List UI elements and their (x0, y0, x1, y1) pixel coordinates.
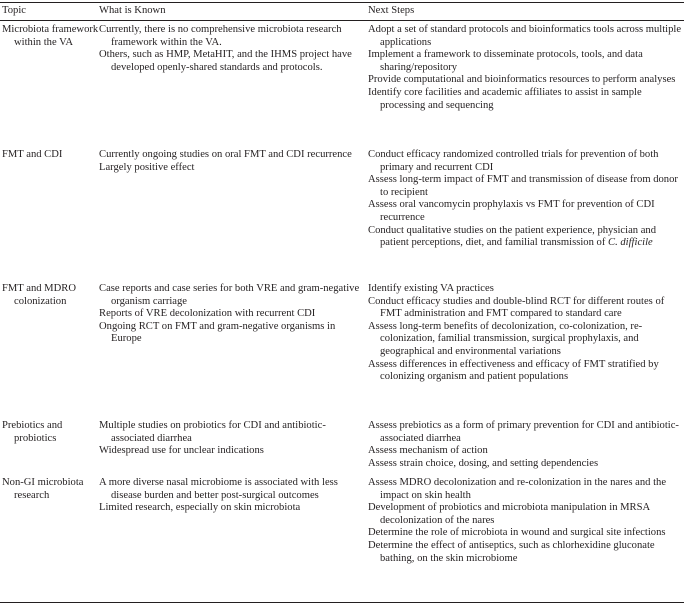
known-item: Currently ongoing studies on oral FMT and CDI recurrence (99, 149, 352, 160)
next-step-item: Conduct efficacy randomized controlled trials for prevention of both primary and recurrent CDI (368, 149, 659, 173)
known-item: A more diverse nasal microbiome is associated with less disease burden and better post-surgical outcomes (99, 477, 338, 501)
row-known (99, 420, 361, 458)
row-next-steps (368, 420, 682, 470)
next-step-item: Assess prebiotics as a form of primary prevention for CDI and antibiotic-associated diarrhea (368, 420, 679, 444)
row-known (99, 283, 361, 346)
row-topic: FMT and MDRO colonization (2, 283, 76, 307)
next-step-item: Conduct efficacy studies and double-blind RCT for different routes of FMT administration and FMT compared to standard care (368, 295, 665, 320)
known-item: Others, such as HMP, MetaHIT, and the IHMS project have developed openly-shared standards and protocols. (99, 49, 352, 73)
known-item: Multiple studies on probiotics for CDI and antibiotic-associated diarrhea (99, 420, 326, 444)
row-next-steps (368, 24, 682, 112)
row-topic: FMT and CDI (2, 149, 63, 160)
row-next-steps (368, 283, 682, 384)
next-step-item: Identify core facilities and academic affiliates to assist in sample processing and sequencing (368, 86, 642, 111)
next-step-item: Implement a framework to disseminate protocols, tools, and data sharing/repository (368, 49, 643, 73)
header-next-steps: Next Steps (368, 5, 415, 16)
known-item: Case reports and case series for both VRE and gram-negative organism carriage (99, 283, 360, 307)
next-step-item: Assess strain choice, dosing, and setting dependencies (368, 457, 599, 469)
next-step-item: Adopt a set of standard protocols and bioinformatics tools across multiple applications (368, 24, 682, 48)
next-step-item: Assess oral vancomycin prophylaxis vs FMT for prevention of CDI recurrence (368, 199, 655, 223)
known-item: Largely positive effect (99, 161, 195, 173)
next-step-item: Assess MDRO decolonization and re-colonization in the nares and the impact on skin health (368, 477, 667, 501)
next-step-item: Assess mechanism of action (368, 445, 488, 457)
row-next-steps (368, 477, 682, 565)
row-topic: Non-GI microbiota research (2, 477, 84, 501)
header-topic: Topic (2, 5, 26, 16)
next-step-item: Determine the effect of antiseptics, such as chlorhexidine gluconate bathing, on the skin microbiome (368, 539, 655, 564)
next-step-item: Development of probiotics and microbiota manipulation in MRSA decolonization of the nares (368, 502, 650, 526)
table-top-rule (0, 2, 684, 3)
row-known (99, 149, 361, 174)
table-bottom-rule (0, 602, 684, 603)
known-item: Ongoing RCT on FMT and gram-negative organisms in Europe (99, 320, 336, 345)
known-item: Widespread use for unclear indications (99, 445, 264, 457)
header-what-is-known: What is Known (99, 5, 166, 16)
organism-name: C. difficile (608, 237, 653, 249)
next-step-item: Identify existing VA practices (368, 283, 494, 294)
known-item: Limited research, especially on skin microbiota (99, 502, 301, 514)
next-step-item (368, 225, 682, 250)
next-step-item: Provide computational and bioinformatics resources to perform analyses (368, 74, 676, 86)
row-known (99, 477, 361, 515)
table-header-rule (0, 20, 684, 21)
next-step-item: Determine the role of microbiota in wound and surgical site infections (368, 527, 666, 539)
row-next-steps (368, 149, 682, 250)
row-known (99, 24, 361, 74)
next-step-item: Assess long-term benefits of decolonization, co-colonization, re-colonization, familial transmission, surgical prophylaxis, and geographical and environmental variations (368, 320, 643, 357)
known-item: Reports of VRE decolonization with recurrent CDI (99, 308, 316, 320)
next-step-item: Assess differences in effectiveness and efficacy of FMT stratified by colonizing organism and patient populations (368, 358, 659, 383)
next-step-item: Assess long-term impact of FMT and transmission of disease from donor to recipient (368, 174, 678, 198)
row-topic: Microbiota framework within the VA (2, 24, 99, 48)
row-topic: Prebiotics and probiotics (2, 420, 63, 444)
known-item: Currently, there is no comprehensive microbiota research framework within the VA. (99, 24, 342, 48)
next-step-text: Conduct qualitative studies on the patient experience, physician and patient perceptions, diet, and familial transmission of (368, 224, 657, 249)
